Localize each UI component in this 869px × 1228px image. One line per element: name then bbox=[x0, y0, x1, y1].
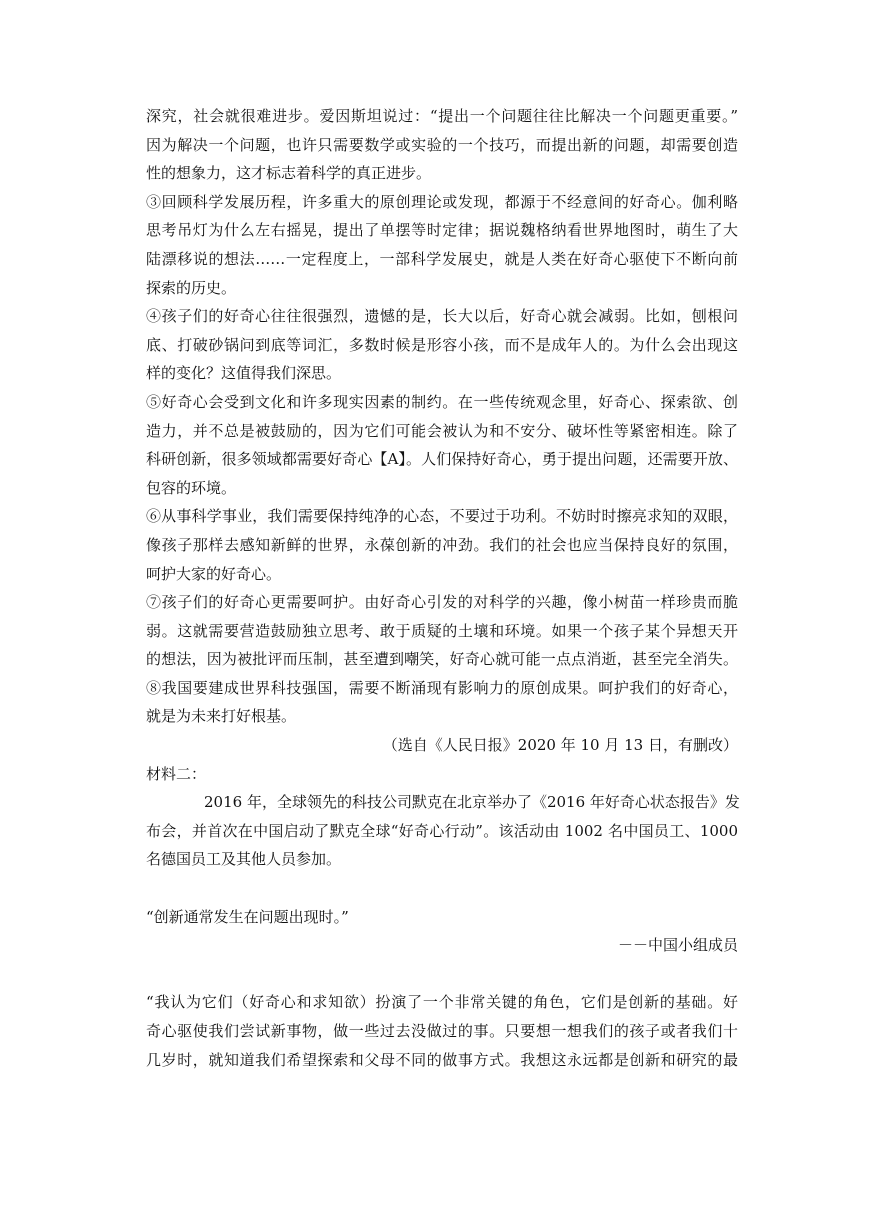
quote-1-attribution: －－中国小组成员 bbox=[617, 936, 738, 955]
text-line: 陆漂移说的想法……一定程度上，一部科学发展史，就是人类在好奇心驱使下不断向前 bbox=[146, 249, 738, 268]
text-line: 像孩子那样去感知新鲜的世界，永葆创新的冲劲。我们的社会也应当保持良好的氛围， bbox=[146, 535, 738, 554]
text-column bbox=[146, 102, 738, 1074]
text-line: 思考吊灯为什么左右摇晃，提出了单摆等时定律；据说魏格纳看世界地图时，萌生了大 bbox=[146, 221, 738, 240]
quote-1: “创新通常发生在问题出现时。” bbox=[146, 907, 349, 926]
text-line: 性的想象力，这才标志着科学的真正进步。 bbox=[146, 164, 432, 183]
text-line: 就是为未来打好根基。 bbox=[146, 707, 297, 726]
text-line: 样的变化？这值得我们深思。 bbox=[146, 364, 342, 383]
text-line: ⑦孩子们的好奇心更需要呵护。由好奇心引发的对科学的兴趣，像小树苗一样珍贵而脆 bbox=[146, 593, 738, 612]
text-line: “我认为它们（好奇心和求知欲）扮演了一个非常关键的角色，它们是创新的基础。好 bbox=[146, 993, 738, 1012]
text-line: 呵护大家的好奇心。 bbox=[146, 564, 282, 583]
text-line: 包容的环境。 bbox=[146, 478, 237, 497]
text-line: 深究，社会就很难进步。爱因斯坦说过：“提出一个问题往往比解决一个问题更重要。” bbox=[146, 107, 738, 125]
text-line: 奇心驱使我们尝试新事物，做一些过去没做过的事。只要想一想我们的孩子或者我们十 bbox=[146, 1022, 738, 1040]
text-line: ⑧我国要建成世界科技强国，需要不断涌现有影响力的原创成果。呵护我们的好奇心， bbox=[146, 678, 738, 697]
text-line: 几岁时，就知道我们希望探索和父母不同的做事方式。我想这永远都是创新和研究的最 bbox=[146, 1050, 738, 1069]
text-line: 探索的历史。 bbox=[146, 278, 237, 297]
text-line: 名德国员工及其他人员参加。 bbox=[146, 850, 342, 869]
source-citation: （选自《人民日报》2020 年 10 月 13 日，有删改） bbox=[382, 736, 738, 755]
paragraph-continued bbox=[146, 102, 738, 188]
text-line: 科研创新，很多领域都需要好奇心【A】。人们保持好奇心，勇于提出问题，还需要开放、 bbox=[146, 450, 738, 469]
paragraph-3 bbox=[146, 188, 738, 302]
spacer bbox=[146, 960, 738, 989]
text-line: 因为解决一个问题，也许只需要数学或实验的一个技巧，而提出新的问题，却需要创造 bbox=[146, 135, 738, 154]
paragraph-7 bbox=[146, 588, 738, 674]
text-line: 2016 年，全球领先的科技公司默克在北京举办了《2016 年好奇心状态报告》发 bbox=[204, 793, 740, 812]
material-2-heading: 材料二： bbox=[146, 764, 207, 783]
material-2-intro bbox=[146, 788, 738, 874]
text-line: 底、打破砂锅问到底等词汇，多数时候是形容小孩，而不是成年人的。为什么会出现这 bbox=[146, 335, 738, 354]
spacer bbox=[146, 874, 738, 903]
text-line: 的想法，因为被批评而压制，甚至遭到嘲笑，好奇心就可能一点点消逝，甚至完全消失。 bbox=[146, 650, 738, 669]
text-line: ④孩子们的好奇心往往很强烈，遗憾的是，长大以后，好奇心就会减弱。比如，刨根问 bbox=[146, 307, 738, 326]
text-line: ③回顾科学发展历程，许多重大的原创理论或发现，都源于不经意间的好奇心。伽利略 bbox=[146, 192, 738, 211]
paragraph-5 bbox=[146, 388, 738, 502]
text-line: 弱。这就需要营造鼓励独立思考、敢于质疑的土壤和环境。如果一个孩子某个异想天开 bbox=[146, 621, 738, 640]
text-line: ⑥从事科学事业，我们需要保持纯净的心态，不要过于功利。不妨时时擦亮求知的双眼， bbox=[146, 507, 738, 526]
text-line: ⑤好奇心会受到文化和许多现实因素的制约。在一些传统观念里，好奇心、探索欲、创 bbox=[146, 392, 738, 411]
text-line: 布会，并首次在中国启动了默克全球“好奇心行动”。该活动由 1002 名中国员工、1000 bbox=[146, 821, 738, 840]
paragraph-8 bbox=[146, 674, 738, 731]
paragraph-6 bbox=[146, 502, 738, 588]
text-line: 造力，并不总是被鼓励的，因为它们可能会被认为和不安分、破坏性等紧密相连。除了 bbox=[146, 421, 738, 440]
paragraph-4 bbox=[146, 302, 738, 388]
quote-2 bbox=[146, 988, 738, 1074]
